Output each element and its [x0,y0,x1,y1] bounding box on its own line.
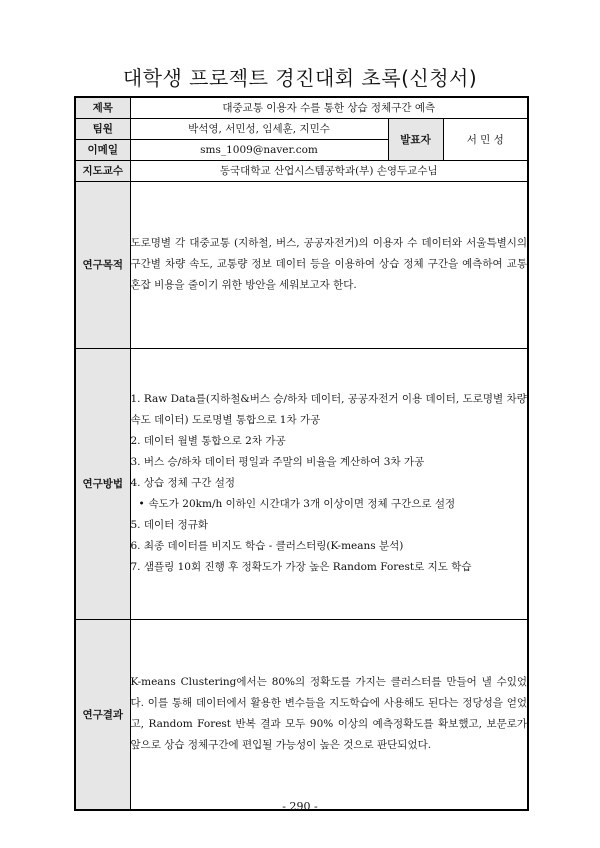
team-value: 박석영, 서민성, 임세훈, 지민수 [130,118,388,139]
method-step [131,389,528,431]
presenter-label: 발표자 [388,118,443,160]
method-step-text: 속도가 20km/h 이하인 시간대가 3개 이상이면 정체 구간으로 설정 [148,498,456,510]
row-team [75,118,528,139]
method-step [131,473,528,494]
method-step [131,536,528,557]
subject-label: 제목 [75,97,130,118]
method-step [131,557,528,578]
subject-value: 대중교통 이용자 수를 통한 상습 정체구간 예측 [130,97,528,118]
row-subject [75,97,528,118]
result-label: 연구결과 [75,619,130,810]
page-number: - 290 - [282,800,318,813]
purpose-text: 도로명별 각 대중교통 (지하철, 버스, 공공자전거)의 이용자 수 데이터와 서울특별시의 구간별 차량 속도, 교통량 정보 데이터 등을 이용하여 상습 정체 구간을 예측하여 교통 혼잡 비용을 줄이기 위한 방안을 세워보고자 한다. [130,237,528,291]
method-section [130,348,528,619]
method-step-text: 6. 최종 데이터를 비지도 학습 - 클러스터링(K-means 분석) [130,540,404,552]
method-steps-list [131,389,528,578]
result-section [130,619,528,810]
method-label: 연구방법 [75,348,130,619]
email-value: sms_1009@naver.com [130,139,388,160]
purpose-section [130,181,528,348]
method-step [131,515,528,536]
row-method [75,348,528,619]
presenter-value: 서 민 성 [443,118,528,160]
method-step-text: 7. 샘플링 10회 진행 후 정확도가 가장 높은 Random Forest로 지도 학습 [130,561,472,573]
method-step [131,452,528,473]
method-step-text: 5. 데이터 정규화 [130,519,209,531]
abstract-form-table [74,96,529,811]
team-label: 팀원 [75,118,130,139]
method-step-text: 1. Raw Data를(지하철&버스 승/하차 데이터, 공공자전거 이용 데이터, 도로명별 차량속도 데이터) 도로명별 통합으로 1차 가공 [130,393,527,426]
method-step-text: 3. 버스 승/하차 데이터 평일과 주말의 비율을 계산하여 3차 가공 [130,456,425,468]
row-purpose [75,181,528,348]
bullet-icon: • [138,498,145,510]
email-label: 이메일 [75,139,130,160]
result-text: K-means Clustering에서는 80%의 정확도를 가지는 클러스터를 만들어 낼 수있었다. 이를 통해 데이터에서 활용한 변수들을 지도학습에 사용해도 된다는 정당성을 얻었고, Random Forest 반복 결과 모두 90% 이상의 예측정확도를 확보했고, 보문로가 앞으로 상습 정체구간에 편입될 가능성이 높은 것으로 판단되었다. [130,676,528,752]
method-substep [131,494,528,515]
method-step-text: 2. 데이터 월별 통합으로 2차 가공 [130,435,286,447]
purpose-label: 연구목적 [75,181,130,348]
page-title: 대학생 프로젝트 경진대회 초록(신청서) [122,66,478,90]
row-result [75,619,528,810]
advisor-label: 지도교수 [75,160,130,181]
method-step-text: 4. 상습 정체 구간 설정 [130,477,236,489]
method-step [131,431,528,452]
advisor-value: 동국대학교 산업시스템공학과(부) 손영두교수님 [130,160,528,181]
row-advisor [75,160,528,181]
